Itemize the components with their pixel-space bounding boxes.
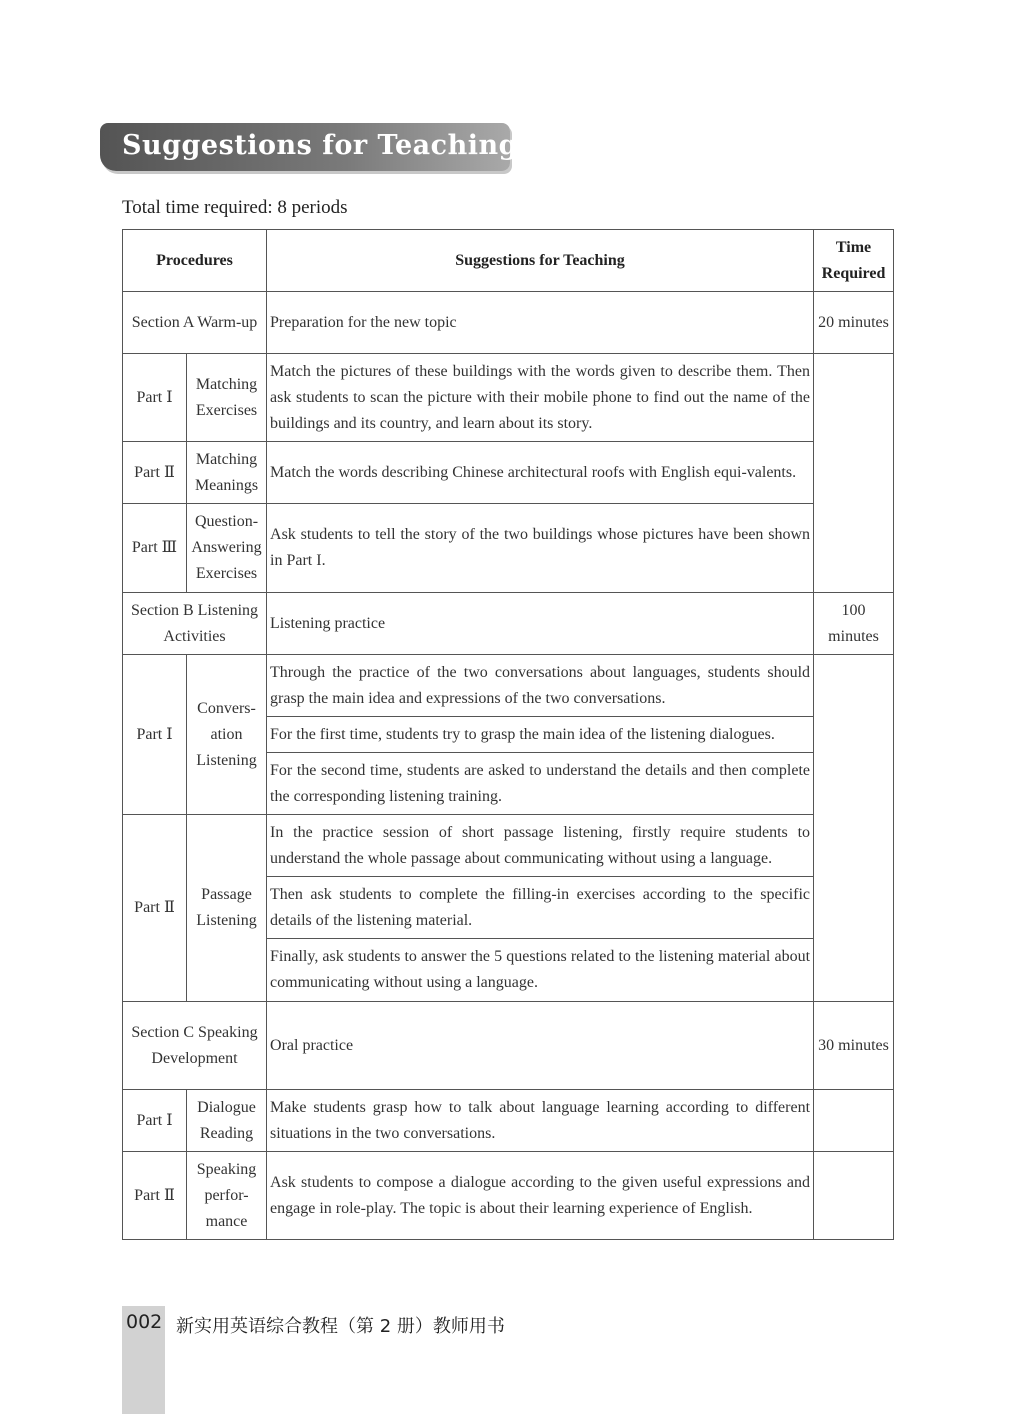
teaching-plan-table <box>122 229 894 1240</box>
activity-label: Question-Answering Exercises <box>187 504 267 593</box>
section-a-time: 20 minutes <box>814 292 894 354</box>
section-a-suggestion: Preparation for the new topic <box>267 292 814 354</box>
header-procedures: Procedures <box>123 230 267 292</box>
activity-label: Matching Meanings <box>187 442 267 504</box>
time-empty-cell <box>814 655 894 1002</box>
activity-label: Matching Exercises <box>187 354 267 442</box>
section-a-label: Section A Warm-up <box>123 292 267 354</box>
section-b-label: Section B Listening Activities <box>123 593 267 655</box>
table-header-row <box>123 230 894 292</box>
section-a-row <box>123 292 894 354</box>
table-row <box>123 442 894 504</box>
suggestion-text: Match the pictures of these buildings with the words given to describe them. Then ask students to scan the picture with their mobile phone to find out the name of the buildings and its country, and learn about its story. <box>267 354 814 442</box>
step-text: For the second time, students are asked to understand the details and then complete the corresponding listening training. <box>267 753 814 815</box>
time-empty-cell <box>814 1090 894 1152</box>
section-b-time: 100 minutes <box>814 593 894 655</box>
part-label: Part Ⅰ <box>123 354 187 442</box>
part-label: Part Ⅱ <box>123 1152 187 1240</box>
activity-label: Convers-ation Listening <box>187 655 267 815</box>
step-text: Then ask students to complete the filling-in exercises according to the specific details of the listening material. <box>267 877 814 939</box>
part-label: Part Ⅰ <box>123 1090 187 1152</box>
header-suggestions: Suggestions for Teaching <box>267 230 814 292</box>
step-text: For the first time, students try to grasp the main idea of the listening dialogues. <box>267 717 814 753</box>
total-time-text: Total time required: 8 periods <box>122 197 348 218</box>
part-label: Part Ⅰ <box>123 655 187 815</box>
book-title: 新实用英语综合教程（第 2 册）教师用书 <box>176 1316 505 1337</box>
section-c-label: Section C Speaking Development <box>123 1002 267 1090</box>
banner-title: Suggestions for Teaching <box>122 130 518 161</box>
table-row <box>123 504 894 593</box>
step-text: Finally, ask students to answer the 5 questions related to the listening material about communicating without using a language. <box>267 939 814 1002</box>
suggestion-text: Ask students to compose a dialogue according to the given useful expressions and engage in role-play. The topic is about their learning experience of English. <box>267 1152 814 1240</box>
activity-label: Passage Listening <box>187 815 267 1002</box>
step-text: Through the practice of the two conversations about languages, students should grasp the main idea and expressions of the two conversations. <box>267 655 814 717</box>
table-row <box>123 655 894 717</box>
time-empty-cell <box>814 354 894 593</box>
time-empty-cell <box>814 1152 894 1240</box>
suggestion-text: Match the words describing Chinese architectural roofs with English equi-valents. <box>267 442 814 504</box>
suggestion-text: Ask students to tell the story of the two buildings whose pictures have been shown in Part I. <box>267 504 814 593</box>
part-label: Part Ⅱ <box>123 815 187 1002</box>
table-row <box>123 815 894 877</box>
activity-label: Speaking perfor-mance <box>187 1152 267 1240</box>
section-c-suggestion: Oral practice <box>267 1002 814 1090</box>
header-time-required: Time Required <box>814 230 894 292</box>
table-row <box>123 354 894 442</box>
part-label: Part Ⅱ <box>123 442 187 504</box>
table-row <box>123 1090 894 1152</box>
activity-label: Dialogue Reading <box>187 1090 267 1152</box>
section-c-row <box>123 1002 894 1090</box>
suggestion-text: Make students grasp how to talk about language learning according to different situations in the two conversations. <box>267 1090 814 1152</box>
part-label: Part Ⅲ <box>123 504 187 593</box>
page-number: 002 <box>126 1311 163 1333</box>
table-row <box>123 1152 894 1240</box>
section-banner <box>100 123 518 171</box>
section-c-time: 30 minutes <box>814 1002 894 1090</box>
section-b-suggestion: Listening practice <box>267 593 814 655</box>
section-b-row <box>123 593 894 655</box>
step-text: In the practice session of short passage listening, firstly require students to understand the whole passage about communicating without using a language. <box>267 815 814 877</box>
